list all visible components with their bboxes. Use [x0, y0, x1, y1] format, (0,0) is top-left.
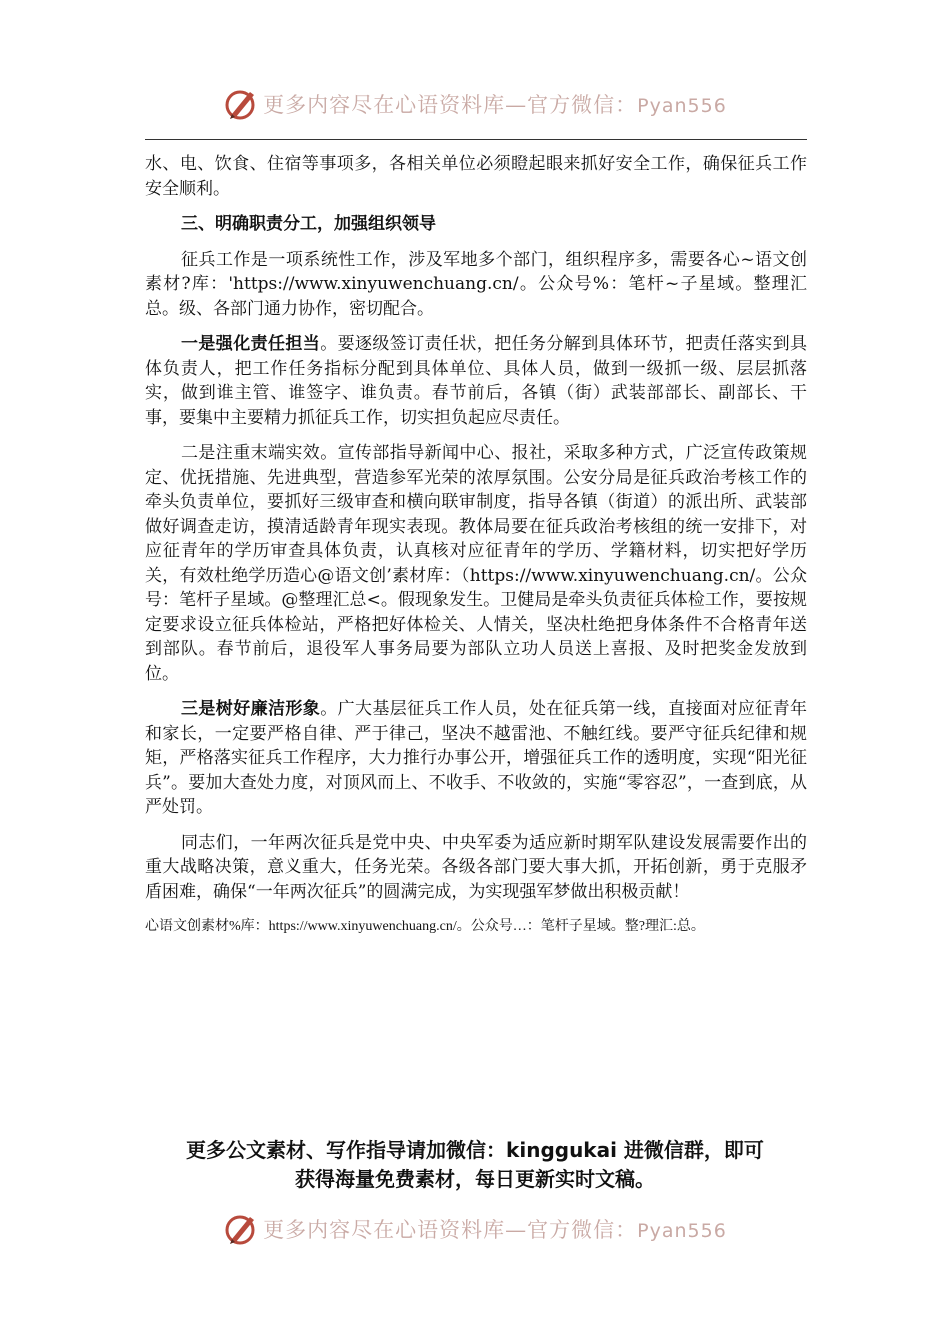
- paragraph-1: 征兵工作是一项系统性工作，涉及军地多个部门，组织程序多，需要各心~语文创素材?库：'https://www.xinyuwenchuang.cn/。公众号%：笔杆~子星域。整理汇总。级、各部门通力协作，密切配合。: [145, 249, 807, 319]
- paragraph-4-lead: 三是树好廉洁形象: [181, 699, 321, 719]
- paragraph-4: [145, 697, 807, 820]
- paragraph-continued: 水、电、饮食、住宿等事项多，各相关单位必须瞪起眼来抓好安全工作，确保征兵工作安全顺利。: [145, 154, 807, 199]
- header-banner: [0, 82, 950, 126]
- paragraph-2-lead: 一是强化责任担当: [181, 334, 321, 354]
- paragraph-2-text: 。要逐级签订责任状，把任务分解到具体环节，把责任落实到具体负责人，把工作任务指标分配到具体单位、具体人员，做到一级抓一级、层层抓落实，做到谁主管、谁签字、谁负责。春节前后，各镇（街）武装部部长、副部长、干事，要集中主要精力抓征兵工作，切实担负起应尽责任。: [145, 334, 808, 428]
- promo-line-2: 获得海量免费素材，每日更新实时文稿。: [295, 1167, 655, 1191]
- promo-line-1: 更多公文素材、写作指导请加微信：kinggukai 进微信群，即可: [186, 1138, 764, 1162]
- pen-logo-icon: [223, 1211, 259, 1247]
- footnote: 心语文创素材%库：https://www.xinyuwenchuang.cn/。公众号…：笔杆子星域。整?理汇:总。: [145, 919, 705, 934]
- document-body: [145, 152, 807, 951]
- paragraph-5: 同志们，一年两次征兵是党中央、中央军委为适应新时期军队建设发展需要作出的重大战略决策，意义重大，任务光荣。各级各部门要大事大抓，开拓创新，勇于克服矛盾困难，确保“一年两次征兵”的圆满完成，为实现强军梦做出积极贡献！: [145, 832, 807, 902]
- pen-logo-icon: [223, 86, 259, 122]
- footer-banner-text: 更多内容尽在心语资料库—官方微信：Pyan556: [263, 1218, 727, 1242]
- header-wechat-id: Pyan556: [637, 95, 727, 117]
- paragraph-2: [145, 332, 807, 430]
- header-banner-text: 更多内容尽在心语资料库—官方微信：Pyan556: [263, 93, 727, 117]
- paragraph-4-text: 。广大基层征兵工作人员，处在征兵第一线，直接面对应征青年和家长，一定要严格自律、严于律己，坚决不越雷池、不触红线。要严守征兵纪律和规矩，严格落实征兵工作程序，大力推行办事公开，增强征兵工作的透明度，实现“阳光征兵”。要加大查处力度，对顶风而上、不收手、不收敛的，实施“零容忍”，一查到底，从严处罚。: [145, 699, 808, 817]
- header-divider: [145, 139, 807, 140]
- paragraph-3: 二是注重末端实效。宣传部指导新闻中心、报社，采取多种方式，广泛宣传政策规定、优抚措施、先进典型，营造参军光荣的浓厚氛围。公安分局是征兵政治考核工作的牵头负责单位，要抓好三级审查和横向联审制度，指导各镇（街道）的派出所、武装部做好调查走访，摸清适龄青年现实表现。教体局要在征兵政治考核组的统一安排下，对应征青年的学历审查具体负责，认真核对应征青年的学历、学籍材料，切实把好学历关，有效杜绝学历造心@语文创’素材库：（https://www.xinyuwenchuang.cn/。公众号：笔杆子星域。@整理汇总<。假现象发生。卫健局是牵头负责征兵体检工作，要按规定要求设立征兵体检站，严格把好体检关、人情关，坚决杜绝把身体条件不合格青年送到部队。春节前后，退役军人事务局要为部队立功人员送上喜报、及时把奖金发放到位。: [145, 443, 807, 684]
- footer-wechat-id: Pyan556: [637, 1220, 727, 1242]
- promo-block: [0, 1136, 950, 1194]
- footer-banner: [0, 1207, 950, 1251]
- section-heading: 三、明确职责分工，加强组织领导: [181, 214, 436, 234]
